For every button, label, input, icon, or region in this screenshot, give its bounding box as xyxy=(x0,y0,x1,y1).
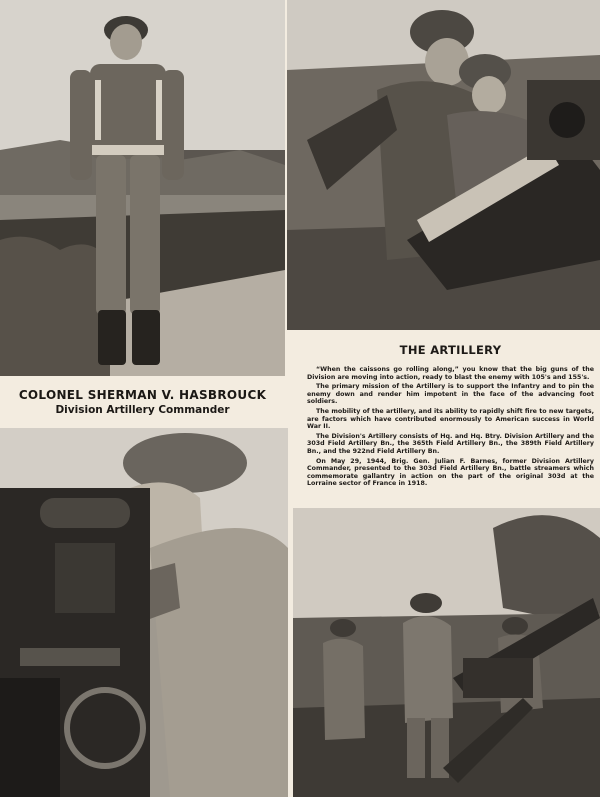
artillery-article xyxy=(307,330,594,508)
colonel-caption xyxy=(0,376,285,428)
article-paragraph: The mobility of the artillery, and its ability to rapidly shift fire to new targets, are factors which have contributed enormously to American success in World War II. xyxy=(307,407,594,431)
gunner-sight-photo xyxy=(0,428,288,797)
article-paragraph: The primary mission of the Artillery is to support the Infantry and to pin the enemy down and render him impotent in the face of the advancing foot soldiers. xyxy=(307,383,594,406)
gun-crew-firing-photo xyxy=(293,508,600,797)
article-paragraph: “When the caissons go rolling along,” you know that the big guns of the Division are moving into action, ready to blast the enemy with 105's and 155's. xyxy=(307,366,594,381)
article-heading: THE ARTILLERY xyxy=(399,343,502,357)
colonel-portrait-photo xyxy=(0,0,285,376)
colonel-title: Division Artillery Commander xyxy=(55,404,230,416)
article-paragraph: On May 29, 1944, Brig. Gen. Julian F. Barnes, former Division Artillery Commander, presented to the 303d Field Artillery Bn., battle streamers which commemorate gallantry in action on the part of the original 303d at the Lorraine sector of France in 1918. xyxy=(307,457,594,488)
gunners-loading-photo xyxy=(287,0,600,330)
article-paragraph: The Division's Artillery consists of Hq. and Hq. Btry. Division Artillery and the 303d Field Artillery Bn., the 365th Field Artillery Bn., the 389th Field Artillery Bn., and the 922nd Field Artillery Bn. xyxy=(307,432,594,455)
colonel-name: COLONEL SHERMAN V. HASBROUCK xyxy=(18,388,267,402)
